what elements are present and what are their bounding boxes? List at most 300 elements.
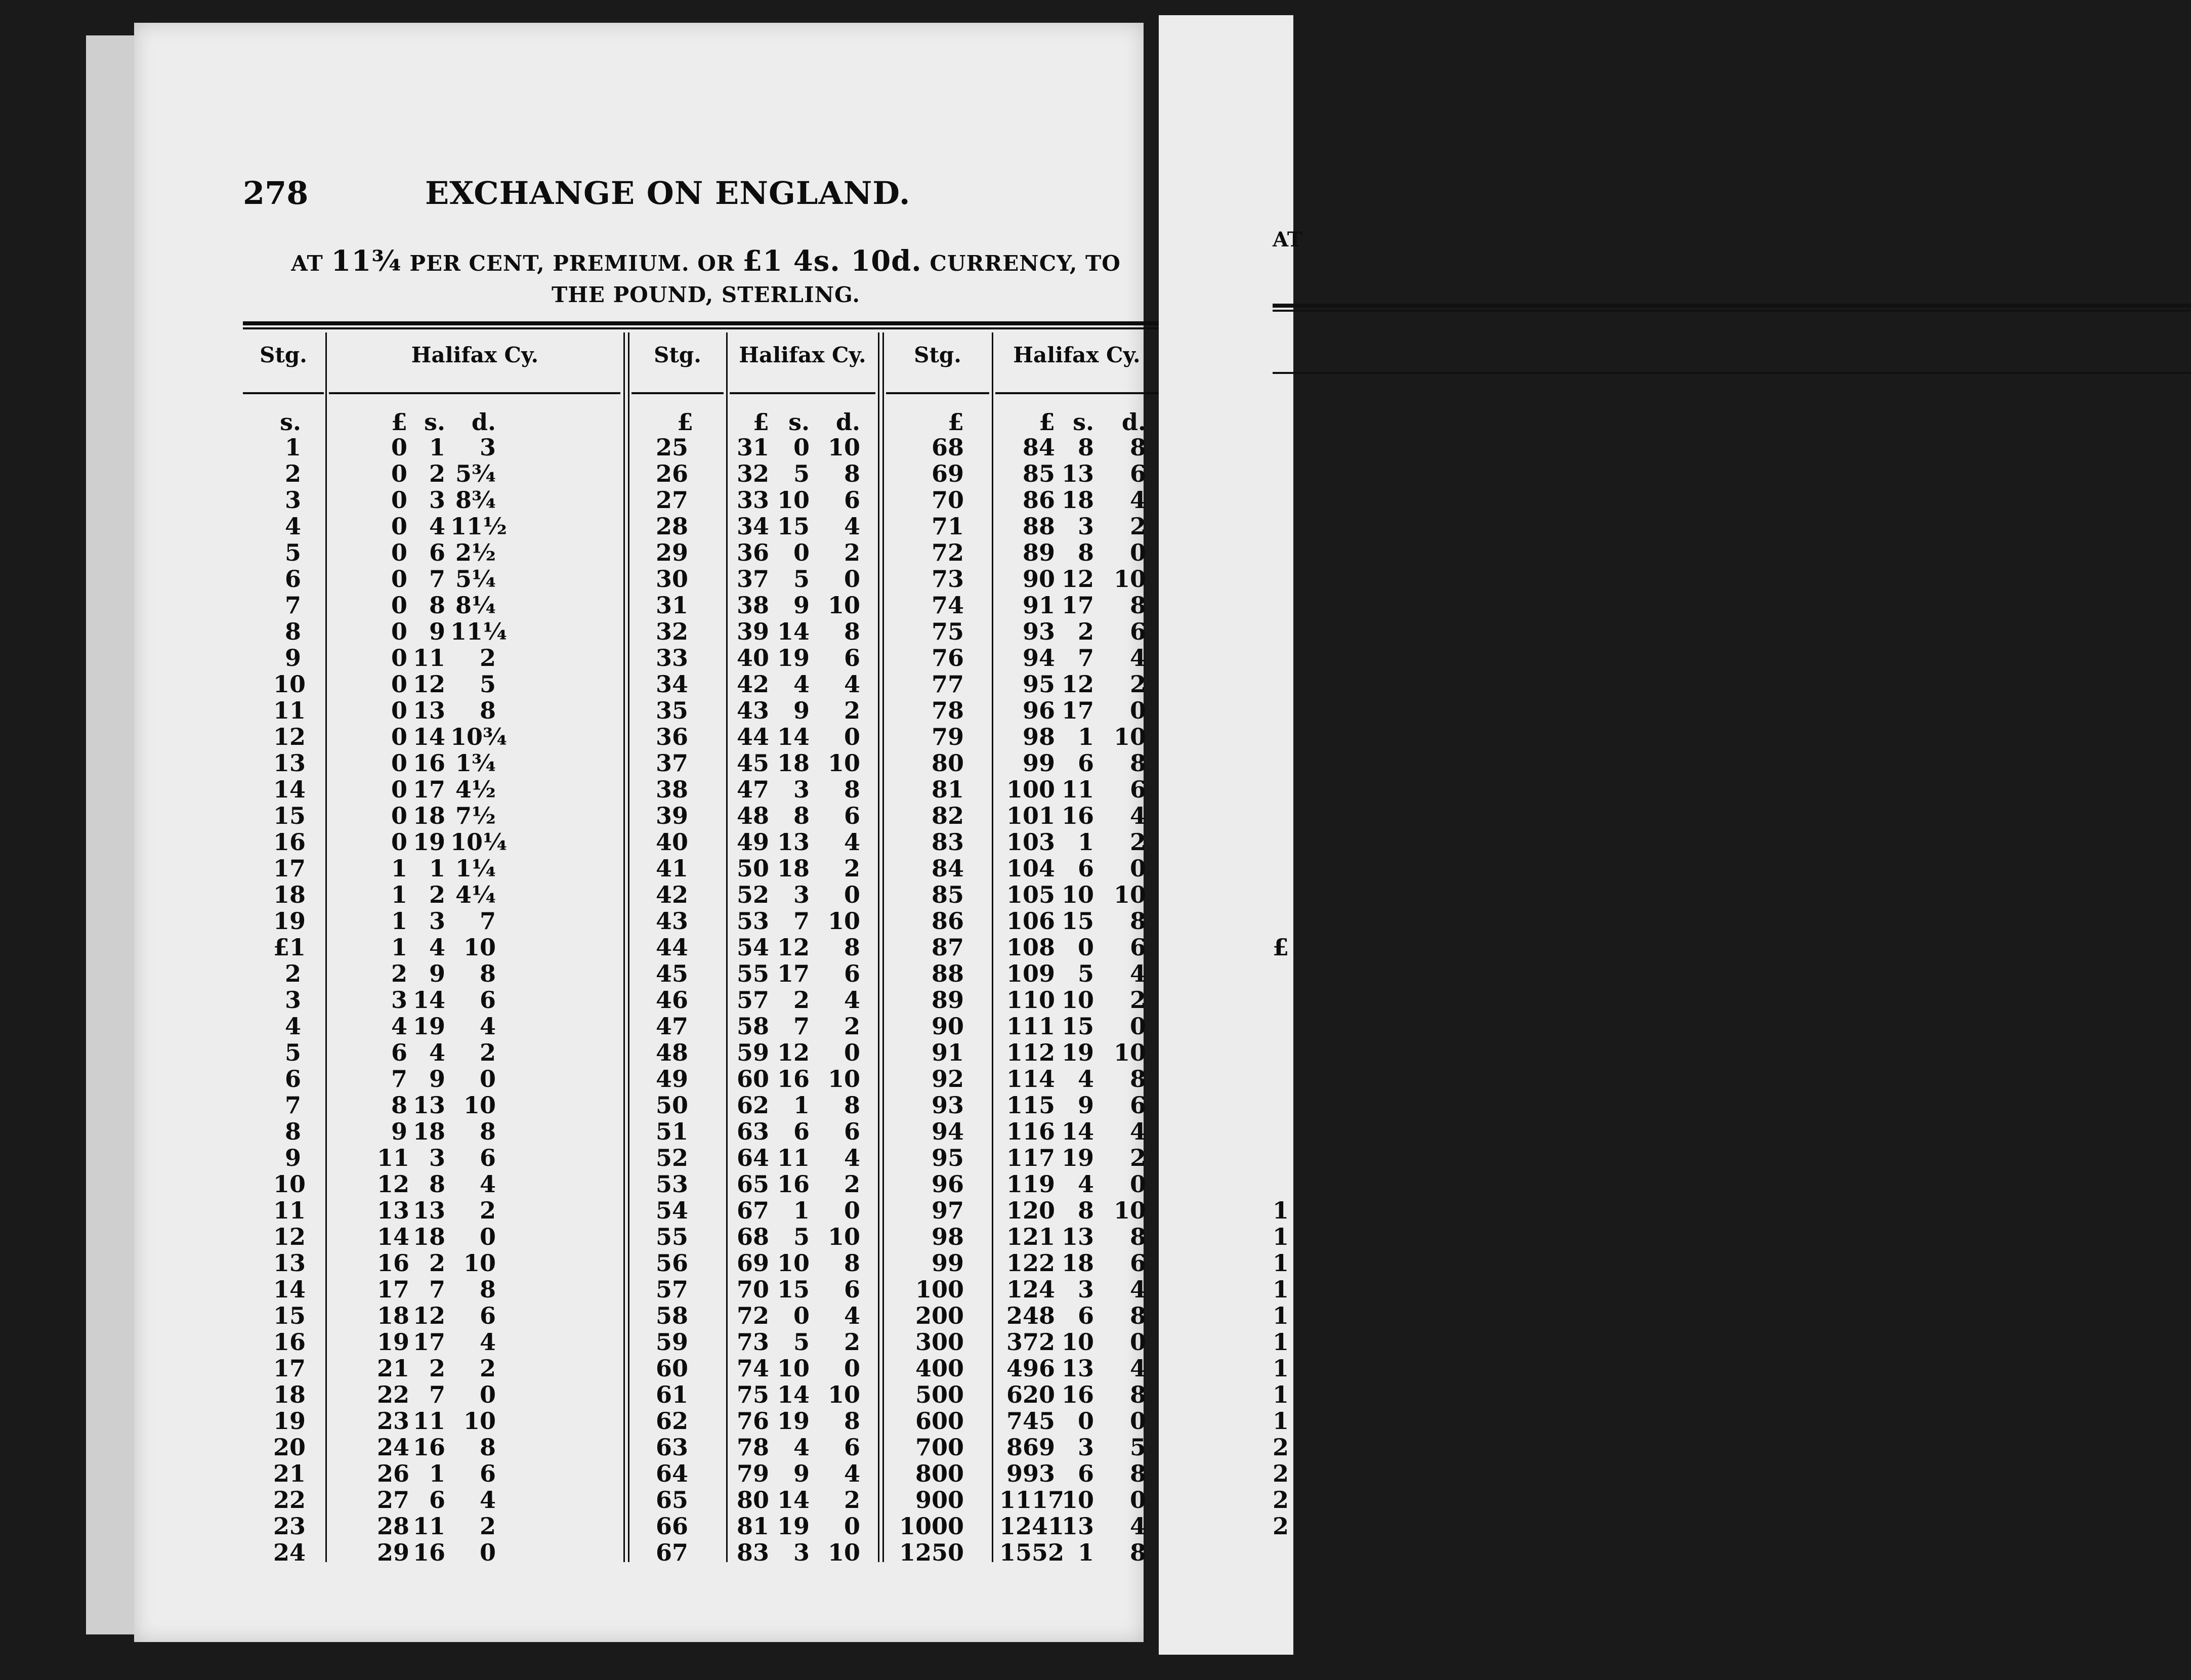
shilling-value: 18 xyxy=(412,802,445,829)
pound-value: 93 xyxy=(1022,618,1055,645)
stg-value: 13 xyxy=(273,1249,306,1277)
pound-value: 89 xyxy=(1022,539,1055,566)
pound-value: 0 xyxy=(391,618,407,645)
shilling-value: 11 xyxy=(777,1144,810,1171)
stg-value: £1 xyxy=(273,934,306,961)
pound-value: 114 xyxy=(1006,1065,1055,1093)
shilling-value: 3 xyxy=(793,1539,810,1566)
pound-value: 1117 xyxy=(999,1486,1065,1514)
pound-value: 84 xyxy=(1022,434,1055,461)
table-row xyxy=(243,749,1161,776)
pound-value: 8 xyxy=(391,1091,407,1119)
shilling-value: 6 xyxy=(1077,1460,1094,1487)
pound-value: 101 xyxy=(1006,802,1055,829)
pence-value: 8 xyxy=(1129,907,1146,935)
stg-value: 19 xyxy=(273,907,306,935)
unit-stg-pound: £ xyxy=(947,408,964,436)
table-row xyxy=(243,697,1161,723)
stg-value: 68 xyxy=(931,434,964,461)
adjacent-page-digit: 1 xyxy=(1273,1223,1289,1250)
pence-value: 0 xyxy=(844,723,860,750)
adjacent-page-digit: 2 xyxy=(1273,1460,1289,1487)
pound-value: 0 xyxy=(391,434,407,461)
unit-pound: £ xyxy=(1038,408,1055,436)
exchange-table xyxy=(243,332,1161,1566)
shilling-value: 4 xyxy=(429,934,445,961)
shilling-value: 10 xyxy=(1061,986,1094,1014)
pence-value: 8 xyxy=(1129,434,1146,461)
shilling-value: 16 xyxy=(777,1065,810,1093)
shilling-value: 18 xyxy=(777,749,810,777)
pound-value: 16 xyxy=(377,1249,410,1277)
shilling-value: 2 xyxy=(429,460,445,487)
header-underline xyxy=(730,392,875,394)
pound-value: 0 xyxy=(391,460,407,487)
shilling-value: 17 xyxy=(777,960,810,987)
pence-value: 10 xyxy=(827,1065,860,1093)
pence-value: 6 xyxy=(479,1144,496,1171)
pound-value: 57 xyxy=(736,986,769,1014)
shilling-value: 1 xyxy=(1077,1539,1094,1566)
pence-value: 5¼ xyxy=(455,565,496,593)
shilling-value: 1 xyxy=(429,855,445,882)
pence-value: 0 xyxy=(479,1539,496,1566)
shilling-value: 12 xyxy=(412,1302,445,1329)
shilling-value: 3 xyxy=(1077,513,1094,540)
pence-value: 8 xyxy=(1129,1223,1146,1250)
header-rule-thick xyxy=(243,321,1161,325)
pound-value: 52 xyxy=(736,881,769,908)
shilling-value: 10 xyxy=(1061,881,1094,908)
shilling-value: 1 xyxy=(429,1460,445,1487)
stg-value: 40 xyxy=(655,828,688,856)
shilling-value: 13 xyxy=(1061,1223,1094,1250)
stg-value: 92 xyxy=(931,1065,964,1093)
table-row xyxy=(243,1276,1161,1302)
table-row xyxy=(243,1302,1161,1328)
shilling-value: 9 xyxy=(793,1460,810,1487)
pence-value: 4 xyxy=(844,1460,860,1487)
pence-value: 4 xyxy=(479,1170,496,1198)
shilling-value: 9 xyxy=(1077,1091,1094,1119)
shilling-value: 7 xyxy=(429,1276,445,1303)
pound-value: 1 xyxy=(391,881,407,908)
adjacent-page-digit: 1 xyxy=(1273,1407,1289,1435)
shilling-value: 14 xyxy=(777,1486,810,1514)
pence-value: 6 xyxy=(844,1118,860,1145)
stg-value: 15 xyxy=(273,1302,306,1329)
shilling-value: 12 xyxy=(1061,565,1094,593)
stg-value: 2 xyxy=(284,460,301,487)
stg-value: 1 xyxy=(284,434,301,461)
pence-value: 8 xyxy=(1129,1381,1146,1408)
stg-value: 1250 xyxy=(899,1539,964,1566)
shilling-value: 2 xyxy=(793,986,810,1014)
pound-value: 0 xyxy=(391,513,407,540)
pence-value: 4½ xyxy=(455,776,496,803)
pence-value: 8 xyxy=(479,1118,496,1145)
stg-value: 97 xyxy=(931,1197,964,1224)
table-row xyxy=(243,1407,1161,1434)
pence-value: 6 xyxy=(844,1276,860,1303)
pound-value: 98 xyxy=(1022,723,1055,750)
stg-value: 44 xyxy=(655,934,688,961)
unit-stg-pound: £ xyxy=(677,408,693,436)
stg-value: 55 xyxy=(655,1223,688,1250)
shilling-value: 2 xyxy=(429,1249,445,1277)
shilling-value: 13 xyxy=(412,1197,445,1224)
adjacent-page-digit: 1 xyxy=(1273,1249,1289,1277)
shilling-value: 7 xyxy=(1077,644,1094,671)
table-row xyxy=(243,670,1161,697)
table-row xyxy=(243,513,1161,539)
stg-value: 21 xyxy=(273,1460,306,1487)
stg-value: 98 xyxy=(931,1223,964,1250)
table-row xyxy=(243,565,1161,592)
pence-value: 2 xyxy=(479,1355,496,1382)
shilling-value: 17 xyxy=(1061,592,1094,619)
pence-value: 10 xyxy=(827,1381,860,1408)
page-header xyxy=(134,175,1144,215)
header-underline xyxy=(329,392,620,394)
pence-value: 5 xyxy=(479,670,496,698)
pound-value: 0 xyxy=(391,802,407,829)
pence-value: 8¼ xyxy=(455,592,496,619)
shilling-value: 14 xyxy=(777,1381,810,1408)
shilling-value: 14 xyxy=(412,986,445,1014)
shilling-value: 16 xyxy=(777,1170,810,1198)
header-underline xyxy=(995,392,1161,394)
pence-value: 4 xyxy=(479,1486,496,1514)
table-row xyxy=(243,881,1161,907)
pound-value: 64 xyxy=(736,1144,769,1171)
pound-value: 54 xyxy=(736,934,769,961)
pound-value: 85 xyxy=(1022,460,1055,487)
stg-value: 78 xyxy=(931,697,964,724)
pound-value: 17 xyxy=(377,1276,410,1303)
header-stg-3: Stg. xyxy=(914,343,961,367)
pence-value: 2 xyxy=(844,855,860,882)
pound-value: 26 xyxy=(377,1460,410,1487)
shilling-value: 13 xyxy=(1061,1355,1094,1382)
shilling-value: 6 xyxy=(1077,1302,1094,1329)
shilling-value: 16 xyxy=(412,749,445,777)
stg-value: 20 xyxy=(273,1434,306,1461)
shilling-value: 18 xyxy=(777,855,810,882)
stg-value: 600 xyxy=(915,1407,964,1435)
stg-value: 100 xyxy=(915,1276,964,1303)
shilling-value: 5 xyxy=(793,460,810,487)
pound-value: 1 xyxy=(391,934,407,961)
shilling-value: 9 xyxy=(429,1065,445,1093)
stg-value: 64 xyxy=(655,1460,688,1487)
pence-value: 2 xyxy=(479,1197,496,1224)
stg-value: 99 xyxy=(931,1249,964,1277)
table-row xyxy=(243,776,1161,802)
shilling-value: 13 xyxy=(412,1091,445,1119)
stg-value: 41 xyxy=(655,855,688,882)
pence-value: 0 xyxy=(1129,697,1146,724)
table-row xyxy=(243,460,1161,486)
pound-value: 11 xyxy=(377,1144,410,1171)
pound-value: 21 xyxy=(377,1355,410,1382)
table-row xyxy=(243,1013,1161,1039)
shilling-value: 17 xyxy=(412,1328,445,1356)
stg-value: 6 xyxy=(284,1065,301,1093)
pence-value: 4 xyxy=(1129,1118,1146,1145)
pence-value: 2 xyxy=(844,1013,860,1040)
pence-value: 2 xyxy=(1129,1144,1146,1171)
shilling-value: 8 xyxy=(1077,434,1094,461)
pound-value: 1241 xyxy=(999,1513,1065,1540)
stg-value: 33 xyxy=(655,644,688,671)
header-stg-1: Stg. xyxy=(260,343,307,367)
stg-value: 73 xyxy=(931,565,964,593)
stg-value: 16 xyxy=(273,828,306,856)
stg-value: 1000 xyxy=(899,1513,964,1540)
table-row xyxy=(243,1539,1161,1565)
pence-value: 4 xyxy=(1129,1513,1146,1540)
stg-value: 16 xyxy=(273,1328,306,1356)
pence-value: 4 xyxy=(1129,802,1146,829)
pence-value: 6 xyxy=(1129,460,1146,487)
stg-value: 81 xyxy=(931,776,964,803)
shilling-value: 10 xyxy=(777,1355,810,1382)
page-number: 278 xyxy=(243,175,309,212)
subtitle-suffix: CURRENCY, TO xyxy=(921,251,1121,276)
table-row xyxy=(243,539,1161,565)
pence-value: 4 xyxy=(1129,960,1146,987)
stg-value: 2 xyxy=(284,960,301,987)
adjacent-page-digit: 1 xyxy=(1273,1355,1289,1382)
stg-value: 72 xyxy=(931,539,964,566)
scan-background-edge xyxy=(86,35,137,1634)
pence-value: 8 xyxy=(1129,1302,1146,1329)
pence-value: 2 xyxy=(479,1513,496,1540)
stg-value: 96 xyxy=(931,1170,964,1198)
stg-value: 60 xyxy=(655,1355,688,1382)
pound-value: 0 xyxy=(391,592,407,619)
stg-value: 18 xyxy=(273,1381,306,1408)
stg-value: 36 xyxy=(655,723,688,750)
pound-value: 33 xyxy=(736,486,769,514)
unit-shilling: s. xyxy=(424,408,445,436)
page-subtitle xyxy=(243,245,1169,311)
pence-value: 0 xyxy=(844,565,860,593)
pence-value: 8 xyxy=(844,1249,860,1277)
pound-value: 94 xyxy=(1022,644,1055,671)
shilling-value: 19 xyxy=(777,644,810,671)
shilling-value: 4 xyxy=(1077,1065,1094,1093)
adjacent-page-rule xyxy=(1273,372,2191,374)
stg-value: 63 xyxy=(655,1434,688,1461)
table-row xyxy=(243,644,1161,670)
shilling-value: 4 xyxy=(429,1039,445,1066)
table-row xyxy=(243,1355,1161,1381)
shilling-value: 7 xyxy=(429,1381,445,1408)
book-page xyxy=(134,23,1144,1642)
pound-value: 72 xyxy=(736,1302,769,1329)
table-row xyxy=(243,960,1161,986)
pound-value: 7 xyxy=(391,1065,407,1093)
stg-value: 59 xyxy=(655,1328,688,1356)
shilling-value: 9 xyxy=(793,697,810,724)
stg-value: 32 xyxy=(655,618,688,645)
pound-value: 79 xyxy=(736,1460,769,1487)
stg-value: 70 xyxy=(931,486,964,514)
pound-value: 0 xyxy=(391,565,407,593)
adjacent-page-digit: 2 xyxy=(1273,1434,1289,1461)
stg-value: 62 xyxy=(655,1407,688,1435)
shilling-value: 2 xyxy=(429,1355,445,1382)
shilling-value: 8 xyxy=(429,1170,445,1198)
stg-value: 57 xyxy=(655,1276,688,1303)
pence-value: 10 xyxy=(463,1407,496,1435)
pence-value: 6 xyxy=(844,1434,860,1461)
table-row xyxy=(243,1381,1161,1407)
table-row xyxy=(243,907,1161,934)
stg-value: 25 xyxy=(655,434,688,461)
pound-value: 122 xyxy=(1006,1249,1055,1277)
pound-value: 1 xyxy=(391,907,407,935)
pence-value: 0 xyxy=(844,1197,860,1224)
stg-value: 61 xyxy=(655,1381,688,1408)
pound-value: 74 xyxy=(736,1355,769,1382)
adjacent-page-fragment xyxy=(1159,15,1302,1655)
pound-value: 24 xyxy=(377,1434,410,1461)
pence-value: 10 xyxy=(1113,723,1146,750)
stg-value: 400 xyxy=(915,1355,964,1382)
pence-value: 5¾ xyxy=(455,460,496,487)
pound-value: 39 xyxy=(736,618,769,645)
pound-value: 65 xyxy=(736,1170,769,1198)
shilling-value: 13 xyxy=(1061,1513,1094,1540)
pound-value: 23 xyxy=(377,1407,410,1435)
pound-value: 111 xyxy=(1006,1013,1055,1040)
table-row xyxy=(243,1170,1161,1197)
table-row xyxy=(243,434,1161,460)
table-row xyxy=(243,592,1161,618)
stg-value: 65 xyxy=(655,1486,688,1514)
stg-value: 24 xyxy=(273,1539,306,1566)
stg-value: 56 xyxy=(655,1249,688,1277)
pence-value: 4 xyxy=(844,1144,860,1171)
adjacent-page-digit: 1 xyxy=(1273,1381,1289,1408)
table-row xyxy=(243,1065,1161,1091)
shilling-value: 3 xyxy=(1077,1434,1094,1461)
pound-value: 49 xyxy=(736,828,769,856)
shilling-value: 12 xyxy=(412,670,445,698)
stg-value: 10 xyxy=(273,1170,306,1198)
shilling-value: 16 xyxy=(1061,1381,1094,1408)
stg-value: 45 xyxy=(655,960,688,987)
pence-value: 0 xyxy=(1129,1013,1146,1040)
pence-value: 2 xyxy=(1129,513,1146,540)
pence-value: 8 xyxy=(1129,1539,1146,1566)
table-row xyxy=(243,986,1161,1013)
stg-value: 58 xyxy=(655,1302,688,1329)
pound-value: 1552 xyxy=(999,1539,1065,1566)
stg-value: 38 xyxy=(655,776,688,803)
pound-value: 90 xyxy=(1022,565,1055,593)
shilling-value: 18 xyxy=(412,1118,445,1145)
shilling-value: 3 xyxy=(793,776,810,803)
shilling-value: 1 xyxy=(1077,828,1094,856)
stg-value: 43 xyxy=(655,907,688,935)
shilling-value: 7 xyxy=(429,565,445,593)
stg-value: 87 xyxy=(931,934,964,961)
pence-value: 6 xyxy=(844,486,860,514)
pound-value: 0 xyxy=(391,697,407,724)
stg-value: 27 xyxy=(655,486,688,514)
header-halifax-2: Halifax Cy. xyxy=(739,343,866,367)
pence-value: 10¾ xyxy=(450,723,507,750)
pence-value: 5 xyxy=(1129,1434,1146,1461)
stg-value: 53 xyxy=(655,1170,688,1198)
pence-value: 10 xyxy=(827,907,860,935)
pound-value: 47 xyxy=(736,776,769,803)
pound-value: 70 xyxy=(736,1276,769,1303)
pence-value: 8 xyxy=(844,1407,860,1435)
pound-value: 75 xyxy=(736,1381,769,1408)
subtitle-middle: PER CENT, PREMIUM. OR xyxy=(401,251,743,276)
pound-value: 29 xyxy=(377,1539,410,1566)
shilling-value: 3 xyxy=(429,1144,445,1171)
stg-value: 80 xyxy=(931,749,964,777)
pound-value: 14 xyxy=(377,1223,410,1250)
shilling-value: 16 xyxy=(412,1434,445,1461)
shilling-value: 3 xyxy=(793,881,810,908)
stg-value: 5 xyxy=(284,1039,301,1066)
shilling-value: 3 xyxy=(429,486,445,514)
pence-value: 7½ xyxy=(455,802,496,829)
pound-value: 108 xyxy=(1006,934,1055,961)
pence-value: 0 xyxy=(844,881,860,908)
shilling-value: 15 xyxy=(777,1276,810,1303)
pence-value: 8 xyxy=(479,960,496,987)
pound-value: 109 xyxy=(1006,960,1055,987)
pound-value: 22 xyxy=(377,1381,410,1408)
shilling-value: 2 xyxy=(429,881,445,908)
stg-value: 42 xyxy=(655,881,688,908)
pound-value: 100 xyxy=(1006,776,1055,803)
table-row xyxy=(243,1144,1161,1170)
shilling-value: 2 xyxy=(1077,618,1094,645)
pence-value: 4 xyxy=(479,1013,496,1040)
adjacent-page-digit: 1 xyxy=(1273,1276,1289,1303)
pound-value: 37 xyxy=(736,565,769,593)
unit-shilling: s. xyxy=(1073,408,1094,436)
table-row xyxy=(243,1328,1161,1355)
pence-value: 4 xyxy=(844,670,860,698)
unit-pound: £ xyxy=(752,408,769,436)
shilling-value: 6 xyxy=(429,539,445,566)
page-title: EXCHANGE ON ENGLAND. xyxy=(425,175,911,212)
shilling-value: 15 xyxy=(1061,907,1094,935)
pence-value: 0 xyxy=(1129,1328,1146,1356)
shilling-value: 7 xyxy=(793,907,810,935)
pound-value: 3 xyxy=(391,986,407,1014)
unit-stg-shilling: s. xyxy=(280,408,301,436)
pence-value: 6 xyxy=(1129,776,1146,803)
shilling-value: 10 xyxy=(1061,1328,1094,1356)
stg-value: 10 xyxy=(273,670,306,698)
stg-value: 30 xyxy=(655,565,688,593)
unit-pound: £ xyxy=(391,408,407,436)
pence-value: 3 xyxy=(479,434,496,461)
header-rule-thin xyxy=(243,327,1161,329)
stg-value: 51 xyxy=(655,1118,688,1145)
